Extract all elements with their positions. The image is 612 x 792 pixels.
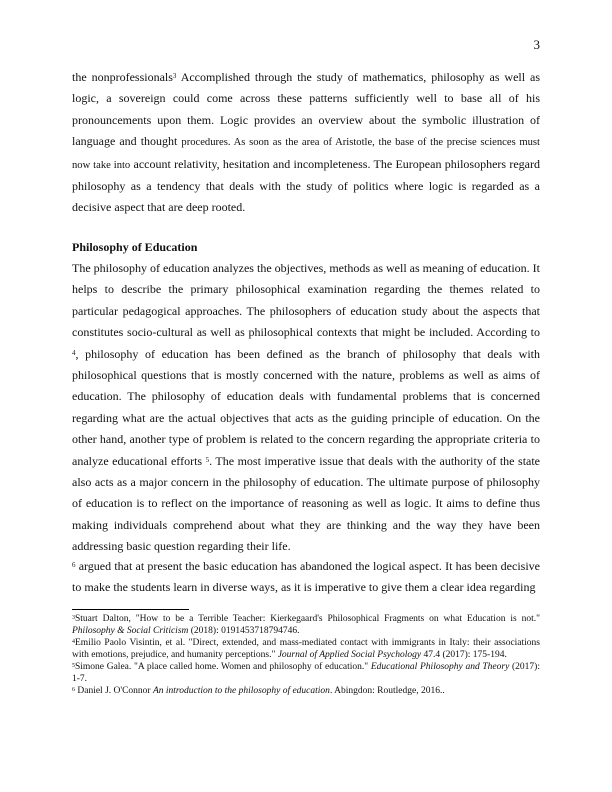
- paragraph-text: The philosophy of education analyzes the objectives, methods as well as meaning of education. It helps to describe the primary philosophical examination regarding the themes related to particular pedagogical approaches. The philosophers of education study about the aspects that constitutes socio-cultural as well as philosophical contexts that might be included. According to: [72, 261, 540, 340]
- paragraph-text: , philosophy of education has been defined as the branch of philosophy that deals with philosophical questions that is mostly concerned with the nature, problems as well as aims of education. The philosophy of education deals with fundamental problems that is concerned regarding what are the actual objectives that acts as the guiding principle of education. On the other hand, another type of problem is related to the concern regarding the appropriate criteria to analyze educational efforts: [72, 346, 540, 468]
- footnote-source: Educational Philosophy and Theory: [370, 662, 510, 672]
- footnote: [72, 637, 540, 661]
- footnote: [72, 661, 540, 685]
- footnote-number: 4: [72, 639, 75, 645]
- footnote-text: Daniel J. O'Connor: [75, 686, 153, 696]
- footnote-source: An introduction to the philosophy of education: [152, 686, 330, 696]
- footnote-ref[interactable]: 6: [72, 561, 76, 569]
- paragraph-argument: [72, 556, 540, 599]
- paragraph-text: Accomplished through the study of mathematics, philosophy as well as logic, a sovereign could come across these patterns sufficiently well to base all of his pronouncements upon them. Logic provides an overview about the symbolic illustration of language and thought: [72, 70, 541, 149]
- footnote-text: . Abingdon: Routledge, 2016..: [329, 686, 445, 696]
- footnote-ref[interactable]: 5: [205, 455, 210, 464]
- paragraph-text: . The most imperative issue that deals with the authority of the state also acts as a major concern in the philosophy of education. The ultimate purpose of philosophy of education is to reflect on the importance of reasoning as well as logic. It aims to define thus making individuals comprehend about what they are thinking and the way they have been addressing basic question regarding their life.: [72, 453, 541, 554]
- footnote-text: 47.4 (2017): 175-194.: [421, 650, 507, 660]
- footnote-text: Emilio Paolo Visintin, et al. "Direct, extended, and mass-mediated contact with immigrants in Italy: their associations with emotions, prejudice, and humanity perceptions.": [72, 638, 540, 660]
- section-heading: Philosophy of Education: [72, 240, 198, 254]
- footnote-text: (2017): 1-7.: [72, 662, 540, 684]
- footnote-ref[interactable]: 4: [72, 348, 76, 357]
- footnote-source: Philosophy & Social Criticism: [72, 626, 189, 636]
- footnote-separator: [72, 609, 189, 610]
- footnote-text: Stuart Dalton, "How to be a Terrible Teacher: Kierkegaard's Philosophical Fragments on what Education is not.": [75, 614, 540, 624]
- footnote-ref[interactable]: 3: [172, 72, 177, 80]
- paragraph-text: argued that at present the basic education has abandoned the logical aspect. It has been decisive to make the students learn in diverse ways, as it is imperative to give them a clear idea regarding: [72, 559, 540, 595]
- footnote: [72, 613, 540, 637]
- paragraph-philosophy: [72, 258, 540, 558]
- footnote-source: Journal of Applied Social Psychology: [277, 650, 422, 660]
- footnote-text: (2018): 0191453718794746.: [188, 626, 300, 636]
- paragraph-text: account relativity, hesitation and incompleteness. The European philosophers regard philosophy as a tendency that deals with the study of politics where logic is regarded as a decisive aspect that are deep rooted.: [72, 156, 540, 215]
- footnote-number: 6: [72, 687, 75, 693]
- footnote-number: 5: [72, 663, 75, 669]
- paragraph-text: the nonprofessionals: [72, 70, 173, 84]
- footnote-number: 3: [72, 615, 75, 621]
- paragraph-text-small: procedures. As soon as the area of Aristotle, the base of the precise sciences must now take into: [72, 137, 540, 171]
- footnote: [72, 685, 540, 697]
- footnotes: [72, 613, 540, 697]
- paragraph-intro: [72, 67, 540, 219]
- page-number: 3: [533, 37, 540, 52]
- footnote-text: Simone Galea. "A place called home. Women and philosophy of education.": [75, 662, 371, 672]
